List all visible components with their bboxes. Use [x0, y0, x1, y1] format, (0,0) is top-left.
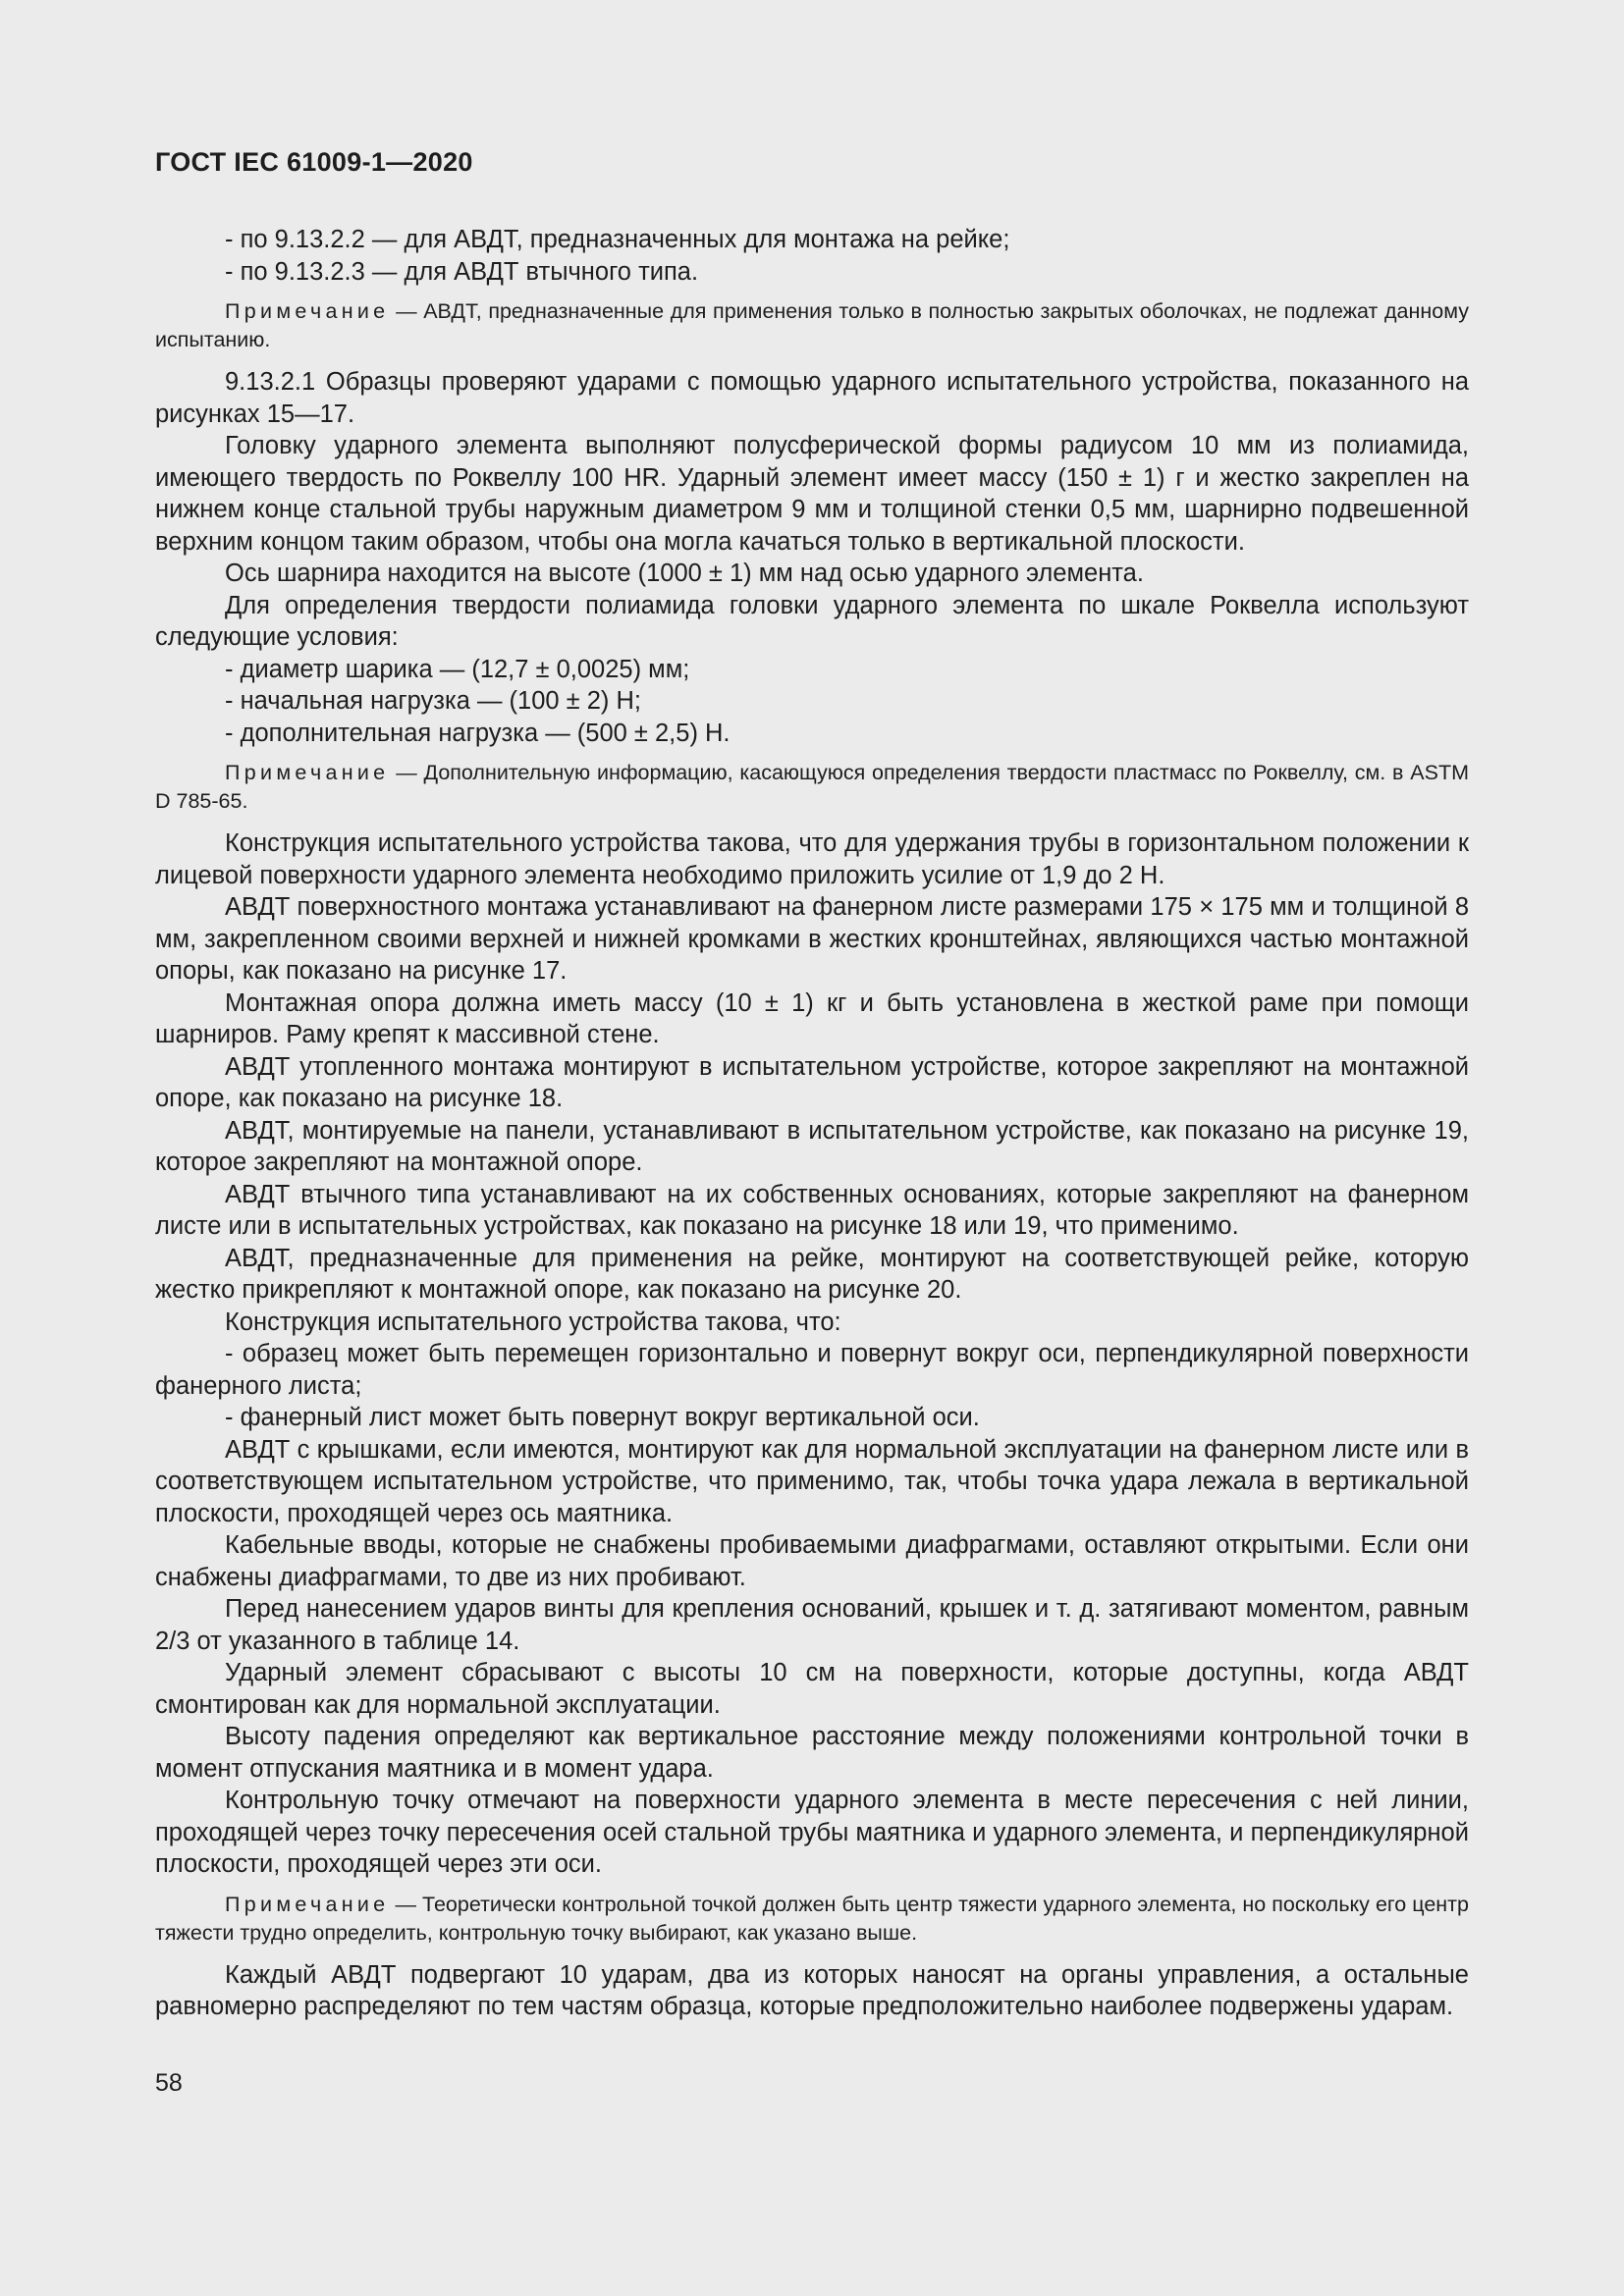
list-item: - диаметр шарика — (12,7 ± 0,0025) мм;	[225, 655, 690, 683]
document-body	[155, 224, 1469, 2023]
note-label: Примечание	[225, 299, 390, 323]
paragraph: АВДТ, монтируемые на панели, устанавливают в испытательном устройстве, как показано на рисунке 19, которое закрепляют на монтажной опоре.	[155, 1116, 1469, 1176]
paragraph: АВДТ втычного типа устанавливают на их собственных основаниях, которые закрепляют на фанерном листе или в испытательных устройствах, как показано на рисунке 18 или 19, что применимо.	[155, 1180, 1469, 1240]
list-item: - начальная нагрузка — (100 ± 2) Н;	[225, 687, 641, 715]
list-item: - по 9.13.2.3 — для АВДТ втычного типа.	[225, 257, 699, 286]
note	[155, 297, 1469, 354]
paragraph: Кабельные вводы, которые не снабжены пробиваемыми диафрагмами, оставляют открытыми. Если они снабжены диафрагмами, то две из них пробивают.	[155, 1531, 1469, 1591]
note-label: Примечание	[225, 761, 390, 784]
paragraph: Ось шарнира находится на высоте (1000 ± 1) мм над осью ударного элемента.	[225, 560, 1144, 587]
paragraph: АВДТ, предназначенные для применения на рейке, монтируют на соответствующей рейке, которую жестко прикрепляют к монтажной опоре, как показано на рисунке 20.	[155, 1244, 1469, 1304]
note-text: — Дополнительную информацию, касающуюся определения твердости пластмасс по Роквеллу, см. в ASTM D 785-65.	[155, 761, 1469, 813]
paragraph: Ударный элемент сбрасывают с высоты 10 см на поверхности, которые доступны, когда АВДТ смонтирован как для нормальной эксплуатации.	[155, 1659, 1469, 1719]
paragraph: Каждый АВДТ подвергают 10 ударам, два из которых наносят на органы управления, а остальные равномерно распределяют по тем частям образца, которые предположительно наиболее подвержены ударам.	[155, 1960, 1469, 2020]
paragraph: Головку ударного элемента выполняют полусферической формы радиусом 10 мм из полиамида, имеющего твердость по Роквеллу 100 HR. Ударный элемент имеет массу (150 ± 1) г и жестко закреплен на нижнем конце стальной трубы наружным диаметром 9 мм и толщиной стенки 0,5 мм, шарнирно подвешенной верхним концом таким образом, чтобы она могла качаться только в вертикальной плоскости.	[155, 432, 1469, 556]
list-item: - фанерный лист может быть повернут вокруг вертикальной оси.	[225, 1404, 980, 1431]
list-item: - дополнительная нагрузка — (500 ± 2,5) Н.	[225, 719, 731, 747]
list-item: - образец может быть перемещен горизонтально и повернут вокруг оси, перпендикулярной поверхности фанерного листа;	[155, 1340, 1469, 1400]
paragraph: Конструкция испытательного устройства такова, что для удержания трубы в горизонтальном положении к лицевой поверхности ударного элемента необходимо приложить усилие от 1,9 до 2 Н.	[155, 829, 1469, 889]
note-text: — АВДТ, предназначенные для применения только в полностью закрытых оболочках, не подлежат данному испытанию.	[155, 299, 1469, 351]
document-header: ГОСТ IEC 61009-1—2020	[155, 147, 473, 177]
paragraph: Высоту падения определяют как вертикальное расстояние между положениями контрольной точки в момент отпускания маятника и в момент удара.	[155, 1723, 1469, 1783]
paragraph: Конструкция испытательного устройства такова, что:	[225, 1308, 841, 1336]
page-number: 58	[155, 2069, 183, 2097]
note-text: — Теоретически контрольной точкой должен быть центр тяжести ударного элемента, но поскольку его центр тяжести трудно определить, контрольную точку выбирают, как указано выше.	[155, 1892, 1469, 1945]
paragraph: Монтажная опора должна иметь массу (10 ± 1) кг и быть установлена в жесткой раме при помощи шарниров. Раму крепят к массивной стене.	[155, 988, 1469, 1048]
paragraph: АВДТ поверхностного монтажа устанавливают на фанерном листе размерами 175 × 175 мм и толщиной 8 мм, закрепленном своими верхней и нижней кромками в жестких кронштейнах, являющихся частью монтажной опоры, как показано на рисунке 17.	[155, 893, 1469, 985]
paragraph: 9.13.2.1 Образцы проверяют ударами с помощью ударного испытательного устройства, показанного на рисунках 15—17.	[155, 368, 1469, 428]
paragraph: Контрольную точку отмечают на поверхности ударного элемента в месте пересечения с ней линии, проходящей через точку пересечения осей стальной трубы маятника и ударного элемента, и перпендикулярной плоскости, проходящей через эти оси.	[155, 1787, 1469, 1878]
note-label: Примечание	[225, 1892, 390, 1916]
paragraph: АВДТ с крышками, если имеются, монтируют как для нормальной эксплуатации на фанерном листе или в соответствующем испытательном устройстве, что применимо, так, чтобы точка удара лежала в вертикальной плоскости, проходящей через ось маятника.	[155, 1435, 1469, 1527]
note	[155, 1891, 1469, 1948]
paragraph: Для определения твердости полиамида головки ударного элемента по шкале Роквелла используют следующие условия:	[155, 591, 1469, 651]
paragraph: Перед нанесением ударов винты для крепления оснований, крышек и т. д. затягивают моментом, равным 2/3 от указанного в таблице 14.	[155, 1595, 1469, 1655]
note	[155, 759, 1469, 816]
list-item: - по 9.13.2.2 — для АВДТ, предназначенных для монтажа на рейке;	[225, 226, 1010, 253]
paragraph: АВДТ утопленного монтажа монтируют в испытательном устройстве, которое закрепляют на монтажной опоре, как показано на рисунке 18.	[155, 1052, 1469, 1112]
